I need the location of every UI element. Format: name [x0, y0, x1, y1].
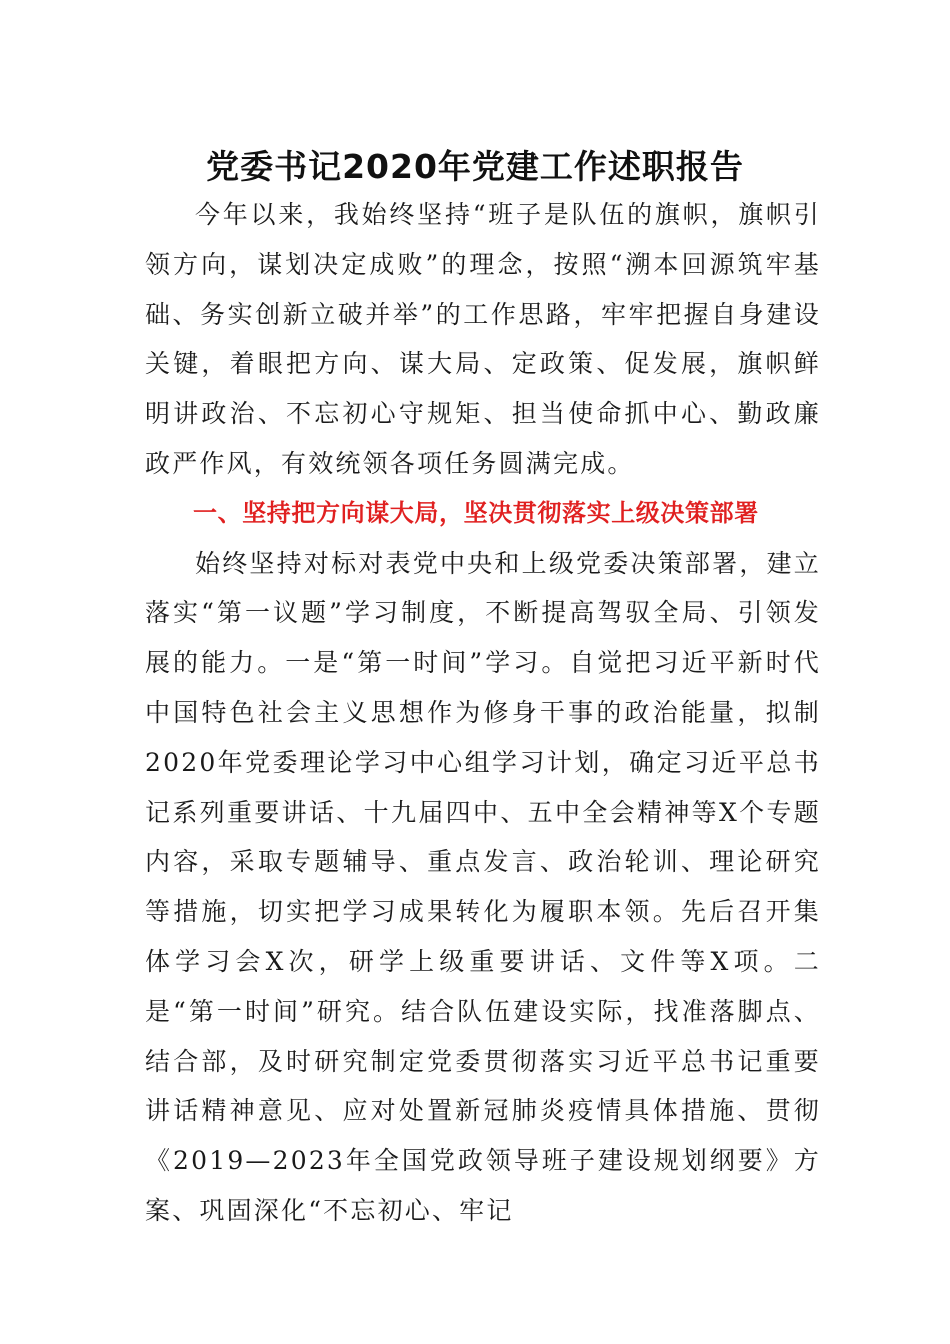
intro-paragraph: 今年以来，我始终坚持“班子是队伍的旗帜，旗帜引领方向，谋划决定成败”的理念，按照“溯本回源筑牢基础、务实创新立破并举”的工作思路，牢牢把握自身建设关键，着眼把方向、谋大局、定政策、促发展，旗帜鲜明讲政治、不忘初心守规矩、担当使命抓中心、勤政廉政严作风，有效统领各项任务圆满完成。 [145, 200, 821, 478]
section-heading: 一、坚持把方向谋大局，坚决贯彻落实上级决策部署 [193, 498, 759, 527]
document-title: 党委书记2020年党建工作述职报告 [206, 147, 744, 186]
section-paragraph: 始终坚持对标对表党中央和上级党委决策部署，建立落实“第一议题”学习制度，不断提高驾驭全局、引领发展的能力。一是“第一时间”学习。自觉把习近平新时代中国特色社会主义思想作为修身干事的政治能量，拟制2020年党委理论学习中心组学习计划，确定习近平总书记系列重要讲话、十九届四中、五中全会精神等X个专题内容，采取专题辅导、重点发言、政治轮训、理论研究等措施，切实把学习成果转化为履职本领。先后召开集体学习会X次，研学上级重要讲话、文件等X项。二是“第一时间”研究。结合队伍建设实际，找准落脚点、结合部，及时研究制定党委贯彻落实习近平总书记重要讲话精神意见、应对处置新冠肺炎疫情具体措施、贯彻《2019—2023年全国党政领导班子建设规划纲要》方案、巩固深化“不忘初心、牢记 [145, 548, 821, 1225]
document-body [145, 190, 821, 1236]
